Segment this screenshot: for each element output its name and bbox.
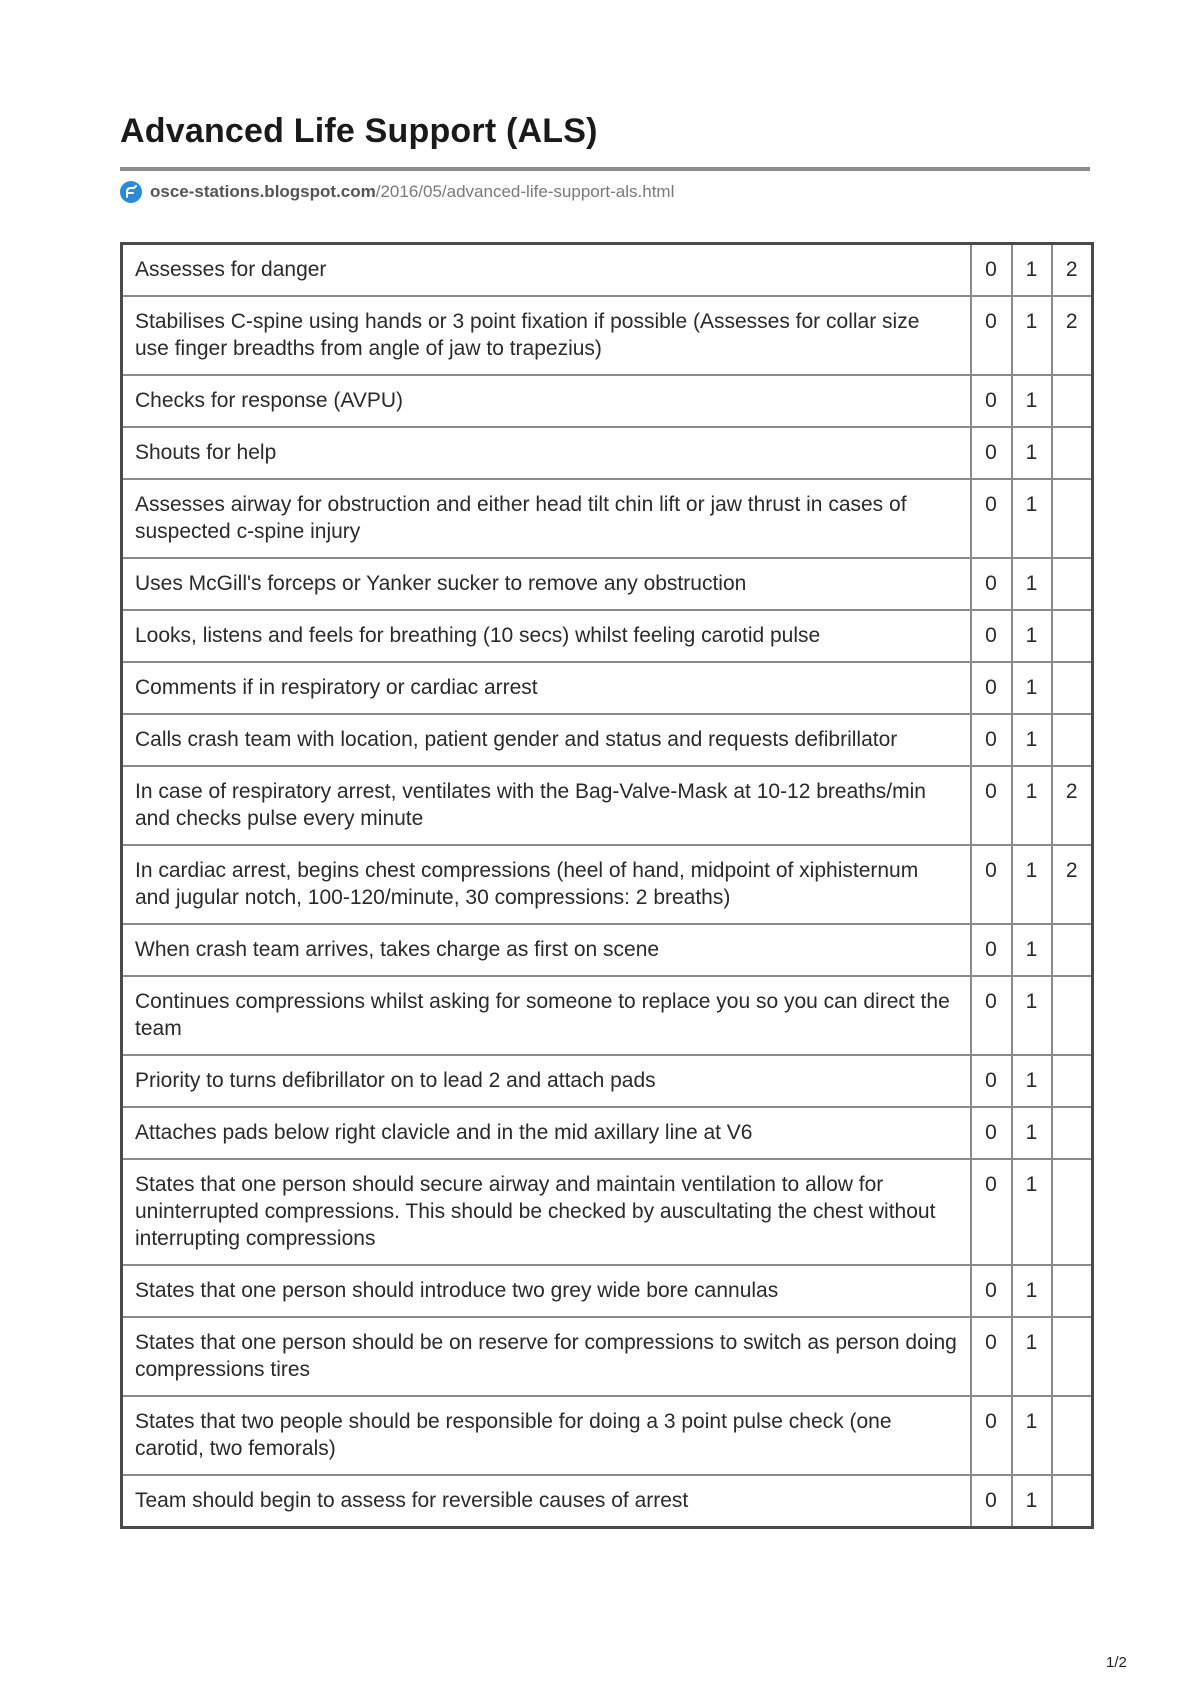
score-cell-1: 1 (1012, 1396, 1052, 1475)
score-cell-0: 0 (971, 479, 1012, 558)
score-cell-1: 1 (1012, 714, 1052, 766)
score-cell-0: 0 (971, 558, 1012, 610)
page-number: 1/2 (1106, 1654, 1127, 1671)
score-cell-0: 0 (971, 1265, 1012, 1317)
checklist-row (122, 1475, 1093, 1528)
checklist-row (122, 427, 1093, 479)
score-cell-0: 0 (971, 1159, 1012, 1265)
score-cell-2 (1052, 1265, 1093, 1317)
score-cell-1: 1 (1012, 845, 1052, 924)
checklist-row (122, 1396, 1093, 1475)
checklist-item-text: Uses McGill's forceps or Yanker sucker to remove any obstruction (122, 558, 971, 610)
score-cell-1: 1 (1012, 1159, 1052, 1265)
blogger-icon (120, 181, 142, 203)
score-cell-0: 0 (971, 1475, 1012, 1528)
checklist-item-text: States that one person should be on reserve for compressions to switch as person doing compressions tires (122, 1317, 971, 1396)
score-cell-1: 1 (1012, 375, 1052, 427)
checklist-item-text: States that one person should secure airway and maintain ventilation to allow for uninterrupted compressions. This should be checked by auscultating the chest without interrupting compressions (122, 1159, 971, 1265)
als-checklist-table (120, 242, 1094, 1529)
score-cell-0: 0 (971, 924, 1012, 976)
score-cell-2 (1052, 1475, 1093, 1528)
score-cell-2 (1052, 1107, 1093, 1159)
score-cell-1: 1 (1012, 766, 1052, 845)
score-cell-2 (1052, 662, 1093, 714)
score-cell-0: 0 (971, 662, 1012, 714)
checklist-item-text: Shouts for help (122, 427, 971, 479)
checklist-item-text: Assesses for danger (122, 244, 971, 297)
score-cell-1: 1 (1012, 610, 1052, 662)
checklist-item-text: In cardiac arrest, begins chest compressions (heel of hand, midpoint of xiphisternum and jugular notch, 100-120/minute, 30 compressions: 2 breaths) (122, 845, 971, 924)
score-cell-1: 1 (1012, 296, 1052, 375)
score-cell-2: 2 (1052, 766, 1093, 845)
score-cell-0: 0 (971, 296, 1012, 375)
checklist-item-text: Comments if in respiratory or cardiac arrest (122, 662, 971, 714)
score-cell-0: 0 (971, 1317, 1012, 1396)
score-cell-2 (1052, 714, 1093, 766)
score-cell-1: 1 (1012, 427, 1052, 479)
score-cell-0: 0 (971, 1107, 1012, 1159)
score-cell-1: 1 (1012, 479, 1052, 558)
score-cell-1: 1 (1012, 1265, 1052, 1317)
score-cell-1: 1 (1012, 976, 1052, 1055)
checklist-row (122, 662, 1093, 714)
score-cell-0: 0 (971, 427, 1012, 479)
checklist-row (122, 1159, 1093, 1265)
checklist-row (122, 1055, 1093, 1107)
checklist-item-text: Continues compressions whilst asking for someone to replace you so you can direct the team (122, 976, 971, 1055)
checklist-row (122, 375, 1093, 427)
checklist-item-text: Priority to turns defibrillator on to lead 2 and attach pads (122, 1055, 971, 1107)
score-cell-1: 1 (1012, 924, 1052, 976)
score-cell-2 (1052, 1159, 1093, 1265)
score-cell-2: 2 (1052, 296, 1093, 375)
checklist-row (122, 714, 1093, 766)
checklist-item-text: When crash team arrives, takes charge as first on scene (122, 924, 971, 976)
checklist-row (122, 244, 1093, 297)
checklist-row (122, 976, 1093, 1055)
score-cell-0: 0 (971, 1055, 1012, 1107)
score-cell-2 (1052, 1055, 1093, 1107)
checklist-item-text: Attaches pads below right clavicle and in the mid axillary line at V6 (122, 1107, 971, 1159)
source-domain[interactable]: osce-stations.blogspot.com (150, 182, 376, 201)
score-cell-0: 0 (971, 1396, 1012, 1475)
score-cell-1: 1 (1012, 662, 1052, 714)
score-cell-0: 0 (971, 610, 1012, 662)
score-cell-2 (1052, 1317, 1093, 1396)
score-cell-1: 1 (1012, 1475, 1052, 1528)
checklist-row (122, 1317, 1093, 1396)
checklist-item-text: In case of respiratory arrest, ventilates with the Bag-Valve-Mask at 10-12 breaths/min and checks pulse every minute (122, 766, 971, 845)
score-cell-0: 0 (971, 845, 1012, 924)
score-cell-1: 1 (1012, 1107, 1052, 1159)
checklist-item-text: Calls crash team with location, patient gender and status and requests defibrillator (122, 714, 971, 766)
score-cell-1: 1 (1012, 244, 1052, 297)
checklist-item-text: Looks, listens and feels for breathing (10 secs) whilst feeling carotid pulse (122, 610, 971, 662)
score-cell-0: 0 (971, 375, 1012, 427)
score-cell-2 (1052, 427, 1093, 479)
checklist-row (122, 1265, 1093, 1317)
score-cell-2 (1052, 558, 1093, 610)
checklist-row (122, 479, 1093, 558)
score-cell-2: 2 (1052, 244, 1093, 297)
score-cell-2: 2 (1052, 845, 1093, 924)
score-cell-2 (1052, 924, 1093, 976)
checklist-row (122, 766, 1093, 845)
checklist-row (122, 558, 1093, 610)
checklist-item-text: States that one person should introduce two grey wide bore cannulas (122, 1265, 971, 1317)
source-path[interactable]: /2016/05/advanced-life-support-als.html (375, 182, 675, 201)
checklist-item-text: Assesses airway for obstruction and either head tilt chin lift or jaw thrust in cases of suspected c-spine injury (122, 479, 971, 558)
checklist-row (122, 845, 1093, 924)
checklist-item-text: Stabilises C-spine using hands or 3 point fixation if possible (Assesses for collar size use finger breadths from angle of jaw to trapezius) (122, 296, 971, 375)
checklist-row (122, 1107, 1093, 1159)
score-cell-1: 1 (1012, 1055, 1052, 1107)
checklist-row (122, 296, 1093, 375)
score-cell-1: 1 (1012, 1317, 1052, 1396)
checklist-item-text: Team should begin to assess for reversible causes of arrest (122, 1475, 971, 1528)
score-cell-2 (1052, 479, 1093, 558)
page-title: Advanced Life Support (ALS) (120, 112, 598, 150)
score-cell-2 (1052, 1396, 1093, 1475)
score-cell-1: 1 (1012, 558, 1052, 610)
score-cell-0: 0 (971, 766, 1012, 845)
checklist-item-text: Checks for response (AVPU) (122, 375, 971, 427)
score-cell-2 (1052, 375, 1093, 427)
score-cell-0: 0 (971, 714, 1012, 766)
title-divider (120, 167, 1090, 171)
checklist-row (122, 924, 1093, 976)
score-cell-2 (1052, 976, 1093, 1055)
score-cell-2 (1052, 610, 1093, 662)
source-url[interactable] (120, 179, 674, 205)
score-cell-0: 0 (971, 244, 1012, 297)
checklist-item-text: States that two people should be responsible for doing a 3 point pulse check (one carotid, two femorals) (122, 1396, 971, 1475)
checklist-row (122, 610, 1093, 662)
score-cell-0: 0 (971, 976, 1012, 1055)
